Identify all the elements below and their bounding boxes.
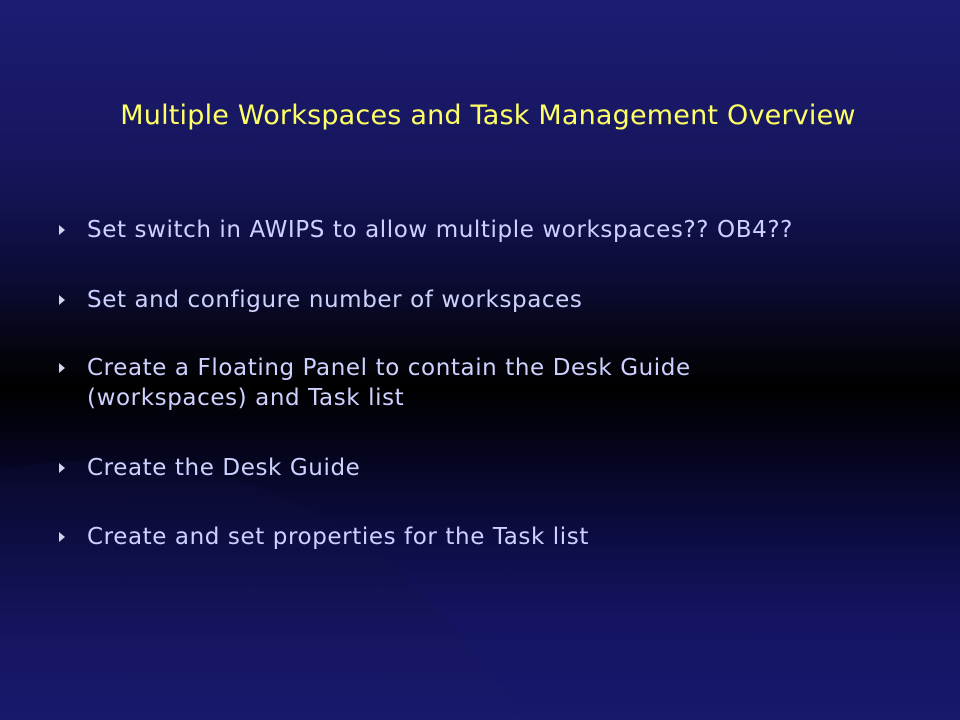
bullet-text: Set and configure number of workspaces bbox=[87, 287, 583, 313]
right-triangle-icon bbox=[59, 295, 65, 305]
bullet-text: Set switch in AWIPS to allow multiple workspaces?? OB4?? bbox=[87, 217, 793, 243]
slide-title: Multiple Workspaces and Task Management Overview bbox=[120, 100, 856, 131]
bullet-text-line: Create a Floating Panel to contain the Desk Guide bbox=[87, 355, 691, 381]
bullet-text: Create and set properties for the Task list bbox=[87, 524, 589, 550]
bullet-list bbox=[56, 0, 936, 720]
right-triangle-icon bbox=[59, 363, 65, 373]
right-triangle-icon bbox=[59, 225, 65, 235]
bullet-text-line: (workspaces) and Task list bbox=[87, 385, 405, 411]
bullet-text bbox=[87, 353, 927, 413]
bullet-text: Create the Desk Guide bbox=[87, 455, 361, 481]
right-triangle-icon bbox=[59, 532, 65, 542]
right-triangle-icon bbox=[59, 463, 65, 473]
